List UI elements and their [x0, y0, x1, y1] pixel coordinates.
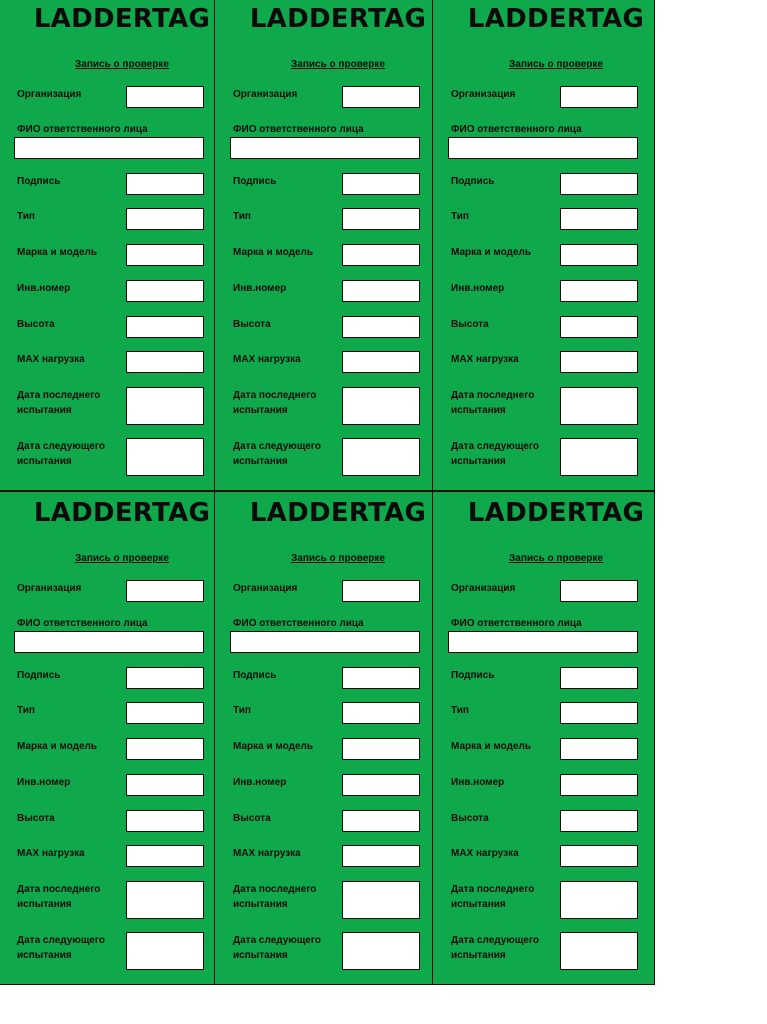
inventory-number-field[interactable] [342, 774, 420, 796]
organization-field[interactable] [342, 580, 420, 602]
max-load-field[interactable] [560, 351, 638, 373]
responsible-person-field[interactable] [14, 631, 204, 653]
responsible-person-label: ФИО ответственного лица [17, 124, 148, 135]
laddertag-card [14, 0, 230, 490]
inspection-record-heading: Запись о проверке [509, 553, 603, 564]
max-load-label: MAX нагрузка [17, 354, 85, 365]
last-test-date-field[interactable] [560, 881, 638, 919]
last-test-date-label: Дата последнего испытания [233, 390, 317, 416]
height-label: Высота [451, 813, 489, 824]
inspection-record-heading: Запись о проверке [75, 59, 169, 70]
responsible-person-label: ФИО ответственного лица [233, 618, 364, 629]
inventory-number-label: Инв.номер [17, 283, 71, 294]
type-label: Тип [17, 705, 35, 716]
inventory-number-field[interactable] [342, 280, 420, 302]
last-test-date-field[interactable] [126, 387, 204, 425]
signature-label: Подпись [233, 176, 277, 187]
responsible-person-field[interactable] [14, 137, 204, 159]
inventory-number-label: Инв.номер [451, 777, 505, 788]
signature-field[interactable] [342, 667, 420, 689]
last-test-date-label: Дата последнего испытания [233, 884, 317, 910]
signature-field[interactable] [560, 667, 638, 689]
brand-model-field[interactable] [560, 244, 638, 266]
organization-field[interactable] [560, 86, 638, 108]
last-test-date-field[interactable] [342, 881, 420, 919]
signature-label: Подпись [17, 176, 61, 187]
height-label: Высота [17, 813, 55, 824]
tag-title: LADDERTAG [249, 4, 427, 34]
max-load-label: MAX нагрузка [451, 354, 519, 365]
next-test-date-field[interactable] [560, 932, 638, 970]
brand-model-field[interactable] [342, 738, 420, 760]
brand-model-label: Марка и модель [451, 741, 532, 752]
next-test-date-label: Дата следующего испытания [233, 935, 321, 961]
height-field[interactable] [342, 316, 420, 338]
type-label: Тип [451, 211, 469, 222]
last-test-date-field[interactable] [560, 387, 638, 425]
type-field[interactable] [560, 208, 638, 230]
responsible-person-field[interactable] [230, 631, 420, 653]
laddertag-card [14, 494, 230, 984]
signature-label: Подпись [233, 670, 277, 681]
signature-field[interactable] [560, 173, 638, 195]
height-field[interactable] [342, 810, 420, 832]
organization-field[interactable] [560, 580, 638, 602]
brand-model-field[interactable] [126, 244, 204, 266]
height-field[interactable] [126, 316, 204, 338]
type-field[interactable] [342, 702, 420, 724]
row-divider [0, 490, 654, 492]
last-test-date-label: Дата последнего испытания [451, 390, 535, 416]
organization-label: Организация [451, 583, 516, 594]
brand-model-label: Марка и модель [17, 741, 98, 752]
max-load-field[interactable] [126, 351, 204, 373]
inspection-record-heading: Запись о проверке [291, 59, 385, 70]
signature-field[interactable] [126, 173, 204, 195]
max-load-label: MAX нагрузка [17, 848, 85, 859]
next-test-date-label: Дата следующего испытания [233, 441, 321, 467]
organization-label: Организация [17, 583, 82, 594]
tag-title: LADDERTAG [467, 498, 645, 528]
next-test-date-label: Дата следующего испытания [17, 935, 105, 961]
last-test-date-field[interactable] [342, 387, 420, 425]
inventory-number-label: Инв.номер [451, 283, 505, 294]
brand-model-label: Марка и модель [451, 247, 532, 258]
next-test-date-field[interactable] [342, 438, 420, 476]
height-label: Высота [233, 813, 271, 824]
last-test-date-label: Дата последнего испытания [451, 884, 535, 910]
max-load-label: MAX нагрузка [451, 848, 519, 859]
responsible-person-field[interactable] [448, 137, 638, 159]
next-test-date-label: Дата следующего испытания [17, 441, 105, 467]
type-field[interactable] [342, 208, 420, 230]
height-label: Высота [233, 319, 271, 330]
brand-model-field[interactable] [342, 244, 420, 266]
organization-field[interactable] [126, 580, 204, 602]
inspection-record-heading: Запись о проверке [75, 553, 169, 564]
signature-field[interactable] [342, 173, 420, 195]
type-label: Тип [233, 211, 251, 222]
height-label: Высота [451, 319, 489, 330]
next-test-date-label: Дата следующего испытания [451, 441, 539, 467]
brand-model-label: Марка и модель [17, 247, 98, 258]
height-field[interactable] [560, 316, 638, 338]
inventory-number-field[interactable] [126, 280, 204, 302]
laddertag-card [448, 494, 664, 984]
type-field[interactable] [126, 702, 204, 724]
max-load-field[interactable] [342, 845, 420, 867]
type-field[interactable] [126, 208, 204, 230]
inspection-record-heading: Запись о проверке [509, 59, 603, 70]
inventory-number-label: Инв.номер [233, 283, 287, 294]
signature-label: Подпись [451, 176, 495, 187]
last-test-date-field[interactable] [126, 881, 204, 919]
responsible-person-field[interactable] [230, 137, 420, 159]
signature-label: Подпись [451, 670, 495, 681]
tag-title: LADDERTAG [249, 498, 427, 528]
responsible-person-label: ФИО ответственного лица [17, 618, 148, 629]
max-load-label: MAX нагрузка [233, 354, 301, 365]
inspection-record-heading: Запись о проверке [291, 553, 385, 564]
type-label: Тип [451, 705, 469, 716]
responsible-person-label: ФИО ответственного лица [451, 618, 582, 629]
tag-title: LADDERTAG [467, 4, 645, 34]
inventory-number-field[interactable] [126, 774, 204, 796]
organization-label: Организация [451, 89, 516, 100]
inventory-number-label: Инв.номер [233, 777, 287, 788]
responsible-person-label: ФИО ответственного лица [451, 124, 582, 135]
next-test-date-field[interactable] [126, 932, 204, 970]
inventory-number-field[interactable] [560, 774, 638, 796]
max-load-field[interactable] [560, 845, 638, 867]
max-load-field[interactable] [126, 845, 204, 867]
next-test-date-field[interactable] [126, 438, 204, 476]
inventory-number-label: Инв.номер [17, 777, 71, 788]
responsible-person-field[interactable] [448, 631, 638, 653]
laddertag-card [448, 0, 664, 490]
last-test-date-label: Дата последнего испытания [17, 390, 101, 416]
organization-label: Организация [233, 89, 298, 100]
max-load-field[interactable] [342, 351, 420, 373]
height-label: Высота [17, 319, 55, 330]
next-test-date-label: Дата следующего испытания [451, 935, 539, 961]
type-label: Тип [233, 705, 251, 716]
max-load-label: MAX нагрузка [233, 848, 301, 859]
laddertag-card [230, 494, 446, 984]
tag-title: LADDERTAG [33, 4, 211, 34]
organization-field[interactable] [342, 86, 420, 108]
brand-model-label: Марка и модель [233, 741, 314, 752]
type-field[interactable] [560, 702, 638, 724]
signature-label: Подпись [17, 670, 61, 681]
last-test-date-label: Дата последнего испытания [17, 884, 101, 910]
responsible-person-label: ФИО ответственного лица [233, 124, 364, 135]
laddertag-card [230, 0, 446, 490]
height-field[interactable] [126, 810, 204, 832]
tag-title: LADDERTAG [33, 498, 211, 528]
brand-model-label: Марка и модель [233, 247, 314, 258]
signature-field[interactable] [126, 667, 204, 689]
height-field[interactable] [560, 810, 638, 832]
next-test-date-field[interactable] [342, 932, 420, 970]
organization-field[interactable] [126, 86, 204, 108]
brand-model-field[interactable] [126, 738, 204, 760]
organization-label: Организация [17, 89, 82, 100]
type-label: Тип [17, 211, 35, 222]
next-test-date-field[interactable] [560, 438, 638, 476]
brand-model-field[interactable] [560, 738, 638, 760]
inventory-number-field[interactable] [560, 280, 638, 302]
organization-label: Организация [233, 583, 298, 594]
